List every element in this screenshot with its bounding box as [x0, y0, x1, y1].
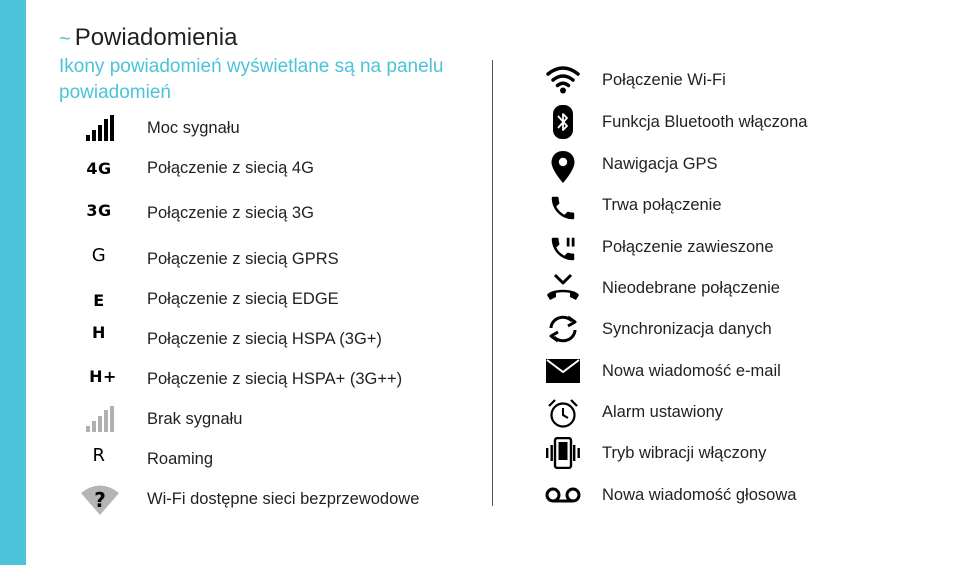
wifi-icon: [545, 65, 581, 95]
list-item: [545, 107, 945, 137]
list-item: [545, 480, 945, 510]
alarm-icon: [545, 397, 581, 427]
voicemail-icon: [545, 480, 581, 510]
list-item-label: Moc sygnału: [147, 119, 240, 137]
list-item-label: Połączenie z siecią 3G: [147, 204, 314, 222]
list-item-label: Trwa połączenie: [602, 196, 722, 214]
list-item-label: Roaming: [147, 450, 214, 468]
no-signal-icon: [81, 404, 117, 434]
4g-icon: 4G: [86, 158, 112, 178]
title-tilde: ~: [59, 28, 71, 50]
list-item-label: Połączenie Wi-Fi: [602, 71, 726, 89]
3g-icon: 3G: [86, 200, 112, 220]
sync-icon: [545, 314, 581, 344]
list-item-label: Funkcja Bluetooth włączona: [602, 113, 808, 131]
list-item-label: Brak sygnału: [147, 410, 243, 428]
location-pin-icon: [545, 149, 581, 179]
gprs-icon: G: [91, 244, 107, 266]
list-item: [545, 356, 945, 386]
list-item: [545, 397, 945, 427]
phone-icon: [545, 190, 581, 220]
hspa-icon: H: [92, 322, 106, 342]
list-item: [81, 113, 481, 143]
edge-icon: E: [93, 290, 105, 310]
list-item-label: Połączenie zawieszone: [602, 238, 774, 256]
list-item-label: Wi-Fi dostępne sieci bezprzewodowe: [147, 490, 420, 508]
hspa-plus-icon: H+: [89, 366, 117, 386]
bluetooth-icon: [545, 107, 581, 137]
page-subtitle: Ikony powiadomień wyświetlane są na panelu powiadomień: [59, 56, 444, 103]
list-item: [81, 244, 481, 274]
roaming-icon: R: [92, 444, 106, 466]
list-item-label: Nowa wiadomość e-mail: [602, 362, 781, 380]
phone-hold-icon: [545, 232, 581, 262]
list-item: [545, 314, 945, 344]
list-item-label: Tryb wibracji włączony: [602, 444, 767, 462]
missed-call-icon: [545, 273, 581, 303]
list-item-label: Połączenie z siecią EDGE: [147, 290, 339, 308]
email-icon: [545, 356, 581, 386]
list-item-label: Połączenie z siecią HSPA (3G+): [147, 330, 382, 348]
vibrate-icon: [545, 438, 581, 468]
list-item: [81, 484, 481, 514]
list-item-label: Synchronizacja danych: [602, 320, 772, 338]
list-item-label: Połączenie z siecią HSPA+ (3G++): [147, 370, 403, 388]
list-item-label: Połączenie z siecią GPRS: [147, 250, 339, 268]
list-item-label: Połączenie z siecią 4G: [147, 159, 314, 177]
list-item: [81, 153, 481, 183]
wifi-question-icon: ?: [79, 484, 121, 514]
list-item-label: Nowa wiadomość głosowa: [602, 486, 797, 504]
list-item-label: Nawigacja GPS: [602, 155, 718, 173]
side-accent-bar: [0, 0, 26, 565]
signal-bars-icon: [81, 113, 117, 143]
list-item: [545, 190, 945, 220]
list-item: [545, 149, 945, 179]
list-item: [545, 65, 945, 95]
list-item-label: Alarm ustawiony: [602, 403, 724, 421]
list-item: [81, 364, 481, 394]
list-item: [545, 438, 945, 468]
list-item: [81, 404, 481, 434]
list-item: [545, 273, 945, 303]
list-item-label: Nieodebrane połączenie: [602, 279, 780, 297]
page-title: [59, 22, 237, 55]
list-item: [81, 324, 481, 354]
list-item: [81, 284, 481, 314]
list-item: [545, 232, 945, 262]
column-divider: [492, 60, 493, 506]
list-item: [81, 444, 481, 474]
list-item: [81, 198, 481, 228]
title-text: Powiadomienia: [74, 24, 238, 51]
